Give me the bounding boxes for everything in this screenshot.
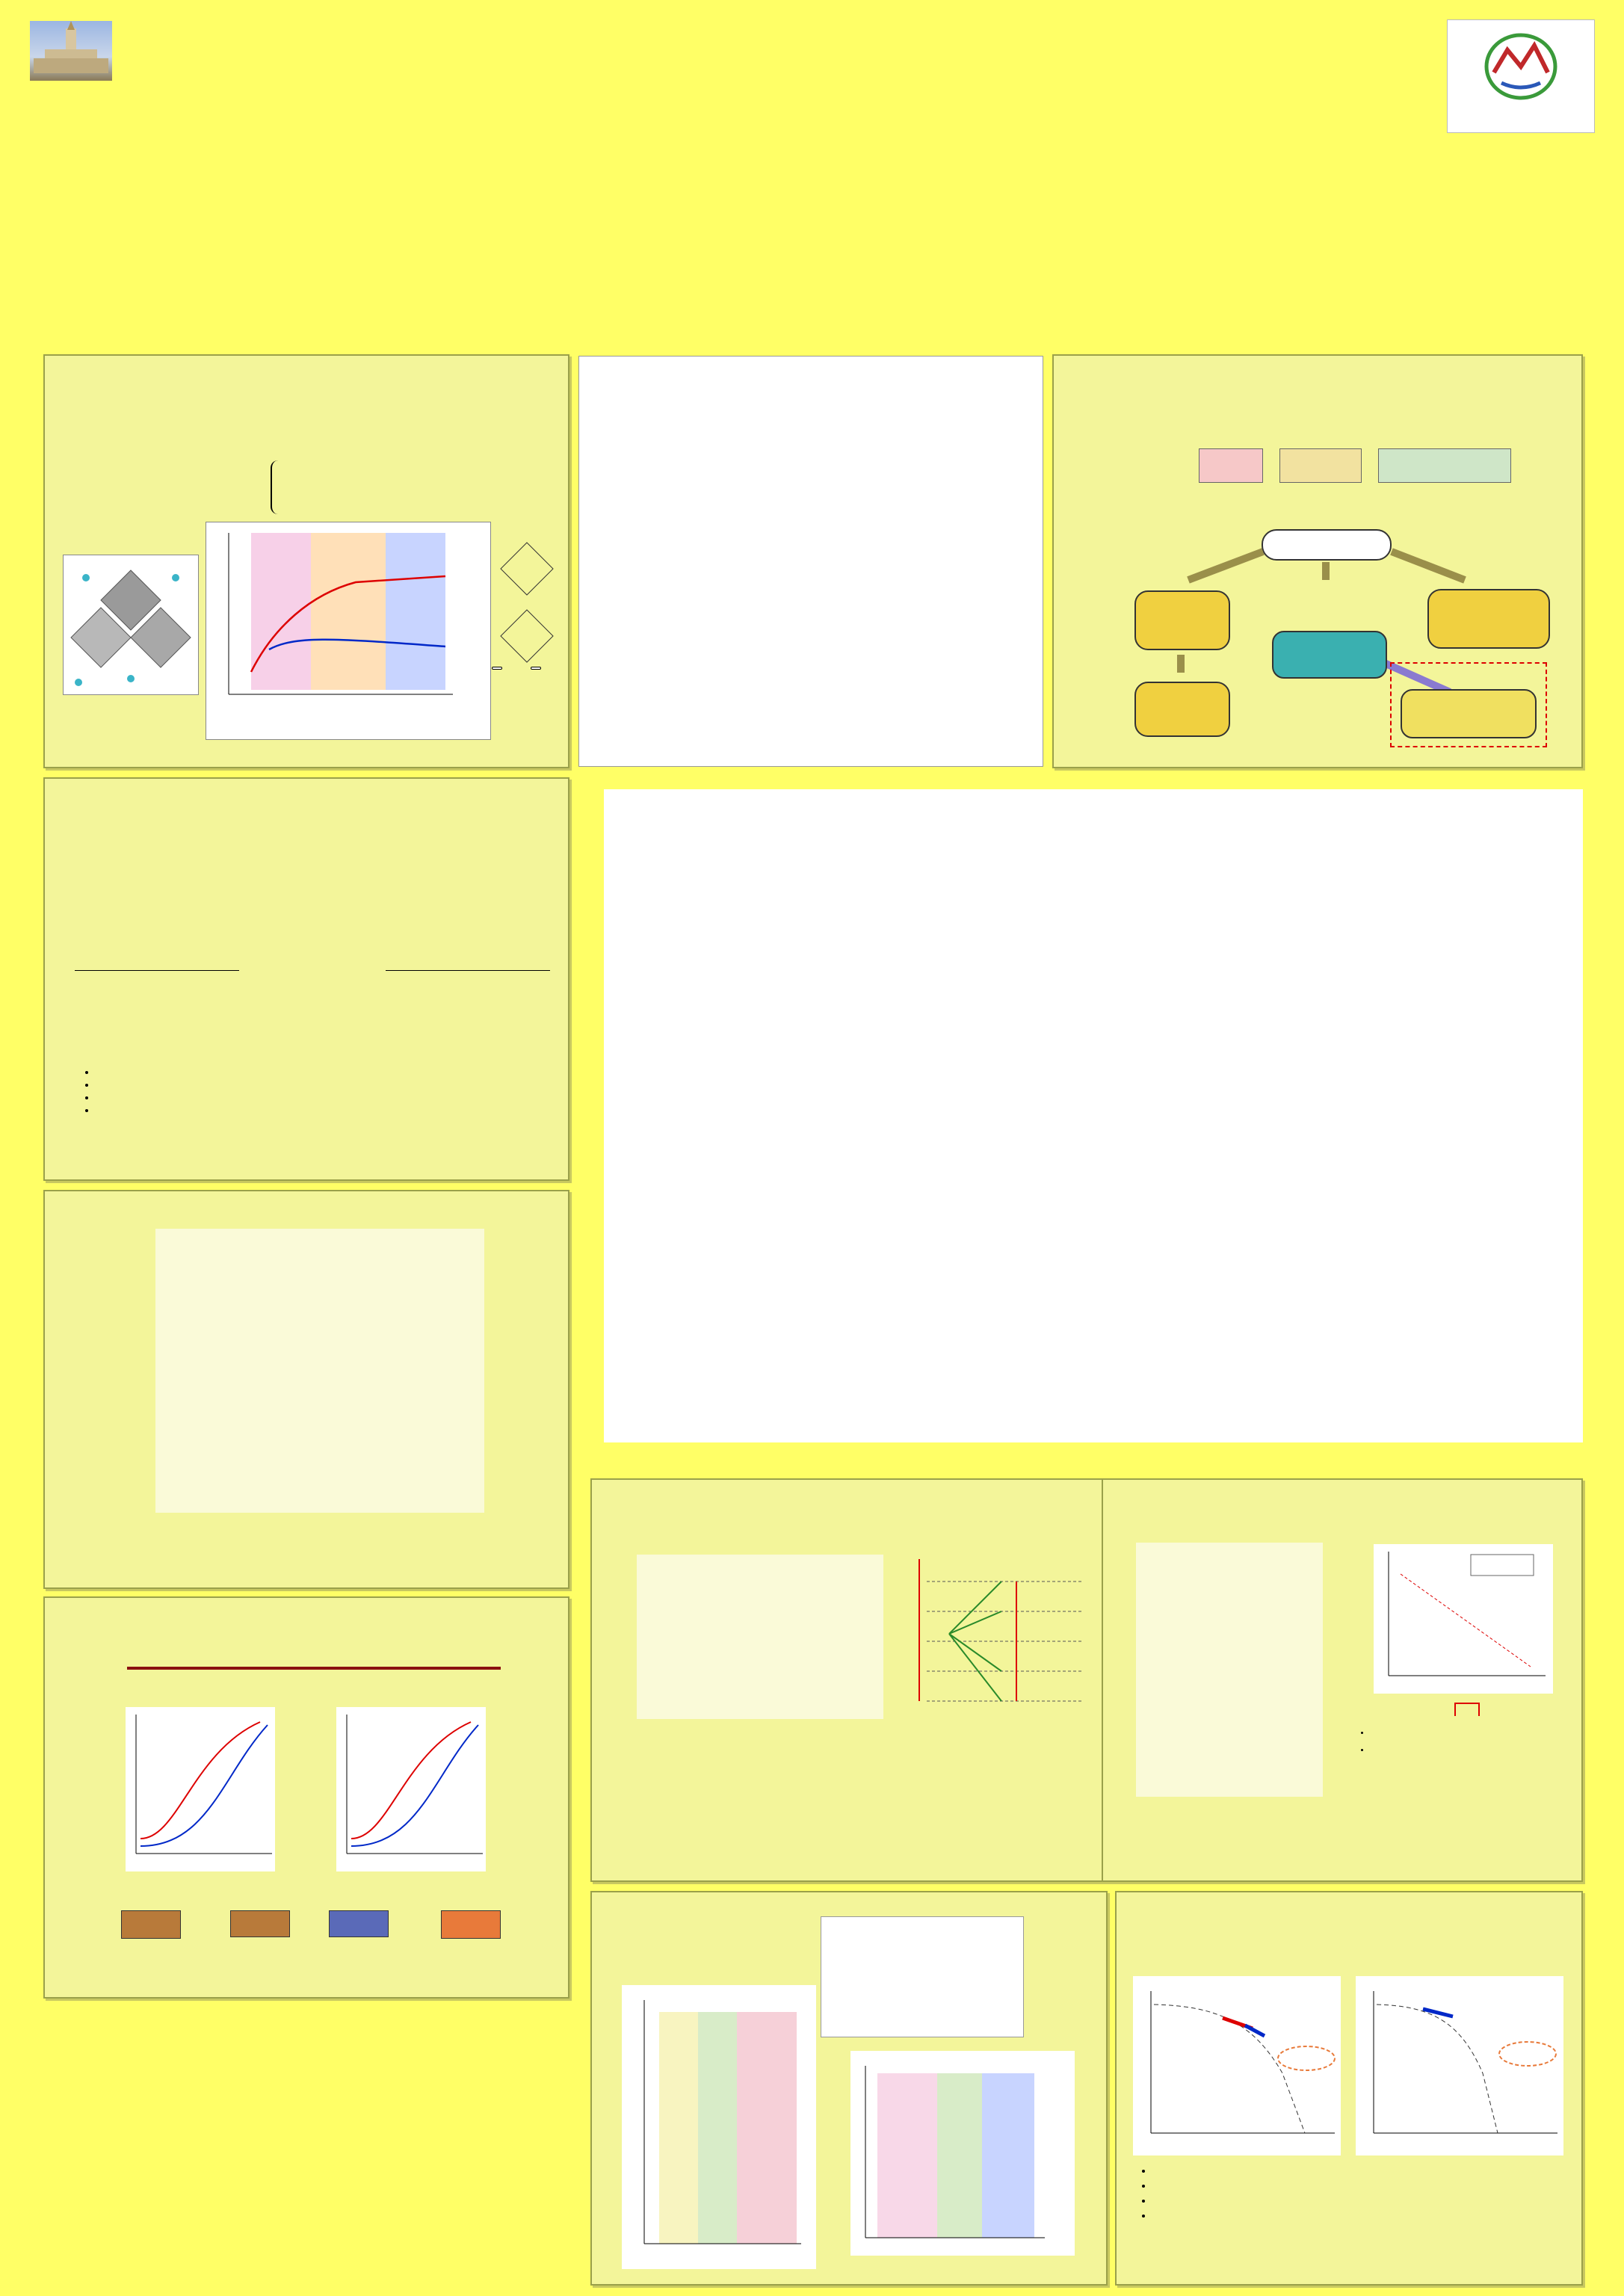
box-iv — [1401, 689, 1537, 738]
panel-segregation — [43, 1596, 569, 1999]
nd-spectra-plot — [155, 1229, 484, 1513]
brace — [271, 460, 282, 514]
conference-logo — [1447, 19, 1595, 133]
cond-1 — [75, 970, 239, 978]
hhf-bullet — [1152, 2164, 1571, 2176]
hp-plot-curves — [622, 1985, 816, 2269]
ni1-label — [531, 667, 541, 670]
ni-octahedra-image — [493, 535, 561, 685]
seg-plot-right — [336, 1707, 486, 1871]
methods-list — [84, 1066, 96, 1117]
box-ii — [1272, 631, 1387, 679]
relax-spectrum-plot — [637, 1555, 883, 1719]
relax-stack-plot — [1136, 1543, 1323, 1797]
panel-hhf — [1115, 1891, 1583, 2286]
conclusions-list — [46, 2030, 562, 2040]
hhf-right-plot — [1356, 1976, 1563, 2155]
msu-logo — [30, 21, 112, 81]
rt-spectra-plots — [604, 789, 1583, 1442]
hhf-left-curve — [1133, 1976, 1341, 2155]
ni-sites-icon — [493, 535, 561, 685]
panel-diagnostic — [1052, 354, 1583, 768]
rel-bullets — [1359, 1728, 1572, 1756]
relax-stack — [1136, 1543, 1323, 1797]
room-temp-spectra — [604, 789, 1583, 1442]
hhf-bullets — [1139, 2164, 1571, 2221]
phase-af-box — [121, 1910, 181, 1939]
box-iii — [1427, 589, 1550, 649]
seg-plot-right-curves — [336, 1707, 486, 1871]
seg-rule — [127, 1667, 501, 1670]
phase-p-box — [441, 1910, 501, 1939]
cond-3 — [386, 970, 550, 978]
cond-1-a — [75, 970, 239, 971]
intro-text-panel — [578, 356, 1043, 767]
cond-2 — [245, 970, 380, 978]
hhf-right-curve — [1356, 1976, 1563, 2155]
panel-nickelates — [43, 354, 569, 768]
rel-freq-curve — [1374, 1544, 1553, 1694]
rel-bullet — [1371, 1745, 1572, 1756]
phase-diagram — [206, 522, 491, 740]
mseld-logo-icon — [1448, 20, 1594, 102]
hp-diagram — [850, 2051, 1075, 2256]
hhf-bullet — [1152, 2179, 1571, 2191]
panel-synthesis — [43, 777, 569, 1181]
panel-relax-under-tn — [1102, 1478, 1583, 1882]
hhf-bullet — [1152, 2194, 1571, 2206]
relax-spectrum — [637, 1555, 883, 1719]
seg-plot-left-curves — [126, 1707, 275, 1871]
phase-mix-2 — [329, 1910, 389, 1937]
hhf-left-plot — [1133, 1976, 1341, 2155]
octahedra-icon — [64, 555, 198, 694]
phase-diagram-plot — [206, 522, 490, 739]
seg-plot-left — [126, 1707, 275, 1871]
panel-nd-near-tn — [43, 1190, 569, 1589]
rel-freq-plot — [1374, 1544, 1553, 1694]
perovskite-structure-image — [63, 555, 199, 695]
nd-spectra-figure — [155, 1229, 484, 1513]
hhf-bullet — [1152, 2209, 1571, 2221]
rel-bullet — [1371, 1728, 1572, 1739]
ni2-label — [492, 667, 502, 670]
msu-building-icon — [30, 21, 112, 81]
cond-3-a — [386, 970, 550, 971]
hp-plot — [622, 1985, 816, 2269]
hp-paper-image — [821, 1916, 1024, 2037]
box-i-bot — [1134, 682, 1230, 737]
hp-diagram-plot — [850, 2051, 1075, 2256]
panel-relaxation — [590, 1478, 1108, 1882]
box-i-top — [1134, 590, 1230, 650]
phase-mix-1 — [230, 1910, 290, 1937]
down-arrow-icon — [1454, 1703, 1480, 1716]
conclusions — [43, 2005, 566, 2274]
panel-hyperfine-params — [590, 1891, 1108, 2286]
level-scheme — [904, 1552, 1099, 1716]
